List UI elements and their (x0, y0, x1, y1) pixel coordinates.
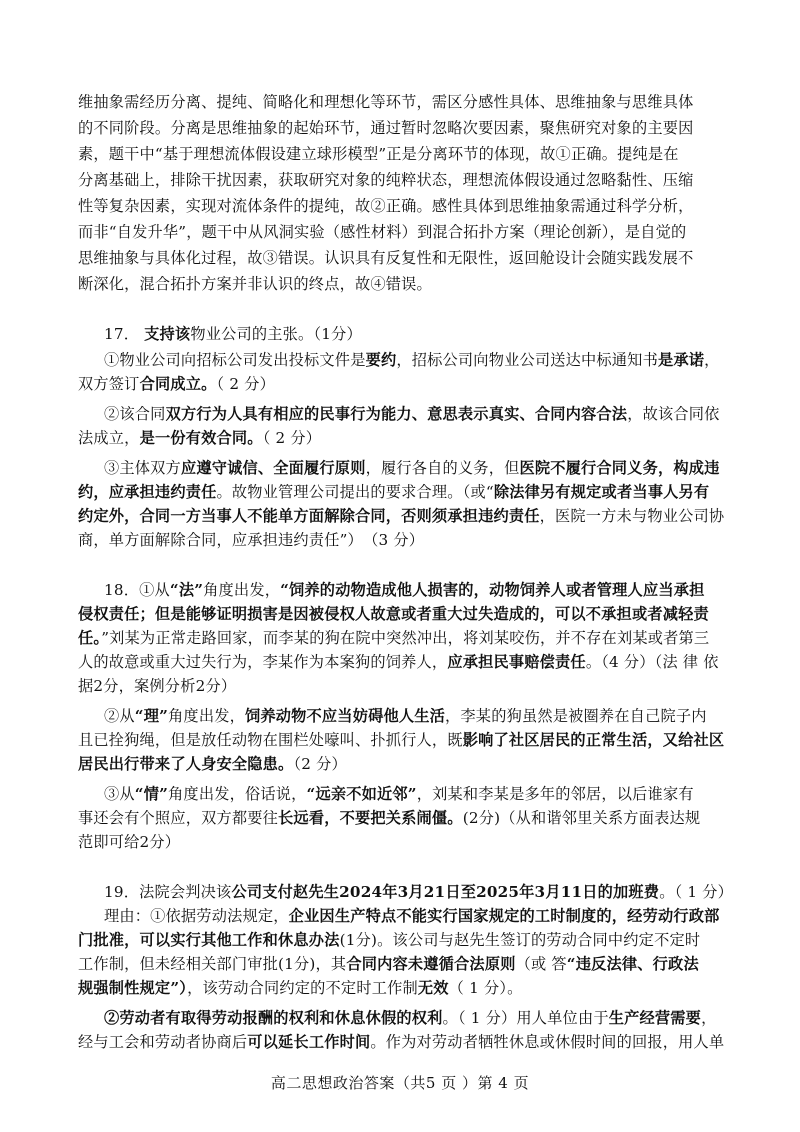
text-line: ②劳动者有取得劳动报酬的权利和休息休假的权利。（ 1 分）用人单位由于生产经营需要， (104, 1009, 717, 1027)
text-line: 的不同阶段。分离是思维抽象的起始环节，通过暂时忽略次要因素，聚焦研究对象的主要因 (78, 119, 694, 137)
text-line: 维抽象需经历分离、提纯、简略化和理想化等环节，需区分感性具体、思维抽象与思维具体 (78, 93, 694, 111)
text-line: 门批准，可以实行其他工作和休息办法(1分)。该公司与赵先生签订的劳动合同中约定不定时 (78, 931, 701, 949)
text-line: 据2分，案例分析2分） (78, 677, 237, 695)
text-line: 侵权责任；但是能够证明损害是因被侵权人故意或者重大过失造成的，可以不承担或者减轻责 (78, 605, 709, 623)
text-line: 思维抽象与具体化过程，故③错误。认识具有反复性和无限性，返回舱设计会随实践发展不 (78, 249, 694, 267)
text-line: 任。”刘某为正常走路回家，而李某的狗在院中突然冲出，将刘某咬伤，并不存在刘某或者第三 (78, 629, 710, 647)
text-line: ③主体双方应遵守诚信、全面履行原则，履行各自的义务，但医院不履行合同义务，构成违 (104, 459, 720, 477)
text-line: 工作制，但未经相关部门审批(1分)，其合同内容未遵循合法原则（或 答“违反法律、行政法 (78, 955, 699, 973)
text-line: 事还会有个照应，双方都要往长远看，不要把关系闹僵。(2分)（从和谐邻里关系方面表达规 (78, 809, 701, 827)
page-footer: 高二思想政治答案（共5 页 ）第 4 页 (270, 1074, 530, 1092)
text-line: ①物业公司向招标公司发出投标文件是要约，招标公司向物业公司送达中标通知书是承诺， (104, 351, 720, 369)
text-line: ②该合同双方行为人具有相应的民事行为能力、意思表示真实、合同内容合法，故该合同依 (104, 405, 720, 423)
text-line: 分离基础上，排除干扰因素，获取研究对象的纯粹状态，理想流体假设通过忽略黏性、压缩 (78, 171, 694, 189)
question-17-heading: 17． 支持该物业公司的主张。（1分） (104, 325, 362, 343)
text-line: 约定外，合同一方当事人不能单方面解除合同，否则须承担违约责任，医院一方未与物业公司协 (78, 507, 725, 525)
text-line: 经与工会和劳动者协商后可以延长工作时间。作为对劳动者牺牲休息或休假时间的回报，用人单 (78, 1033, 725, 1051)
text-line: 范即可给2分） (78, 833, 181, 851)
text-line: ③从“情”角度出发，俗话说，“远亲不如近邻”，刘某和李某是多年的邻居，以后谁家有 (104, 785, 694, 803)
text-line: 且已拴狗绳，但是放任动物在围栏处嚎叫、扑抓行人，既影响了社区居民的正常生活，又给社区 (78, 731, 725, 749)
text-line: 素，题干中“基于理想流体假设建立球形模型”正是分离环节的体现，故①正确。提纯是在 (78, 145, 679, 163)
text-line: 法成立，是一份有效合同。（ 2 分） (78, 429, 322, 447)
text-line: 规强制性规定”），该劳动合同约定的不定时工作制无效（ 1 分）。 (78, 979, 523, 997)
text-line: 性等复杂因素，实现对流体条件的提纯，故②正确。感性具体到思维抽象需通过科学分析， (78, 197, 694, 215)
text-line: 理由：①依据劳动法规定，企业因生产特点不能实行国家规定的工时制度的，经劳动行政部 (104, 907, 720, 925)
text-line: 居民出行带来了人身安全隐患。（2 分） (78, 755, 347, 773)
text-line: 断深化，混合拓扑方案并非认识的终点，故④错误。 (78, 275, 432, 293)
text-line: 双方签订合同成立。（ 2 分） (78, 375, 275, 393)
question-18-line: 18．①从“法”角度出发，“饲养的动物造成他人损害的，动物饲养人或者管理人应当承担 (104, 581, 705, 599)
text-line: 约，应承担违约责任。故物业管理公司提出的要求合理。（或“除法律另有规定或者当事人另有 (78, 483, 710, 501)
text-line: 人的故意或重大过失行为，李某作为本案狗的饲养人，应承担民事赔偿责任。（4 分）（法 律 依 (78, 653, 719, 671)
text-line: ②从“理”角度出发，饲养动物不应当妨碍他人生活，李某的狗虽然是被圈养在自己院子内 (104, 707, 707, 725)
text-line: 商，单方面解除合同，应承担违约责任”） （3 分） (78, 531, 425, 549)
text-line: 而非“自发升华”，题干中从风洞实验（感性材料）到混合拓扑方案（理论创新），是自觉的 (78, 223, 687, 241)
question-19-line: 19．法院会判决该公司支付赵先生2024年3月21日至2025年3月11日的加班费。（ 1 分） (104, 883, 734, 901)
